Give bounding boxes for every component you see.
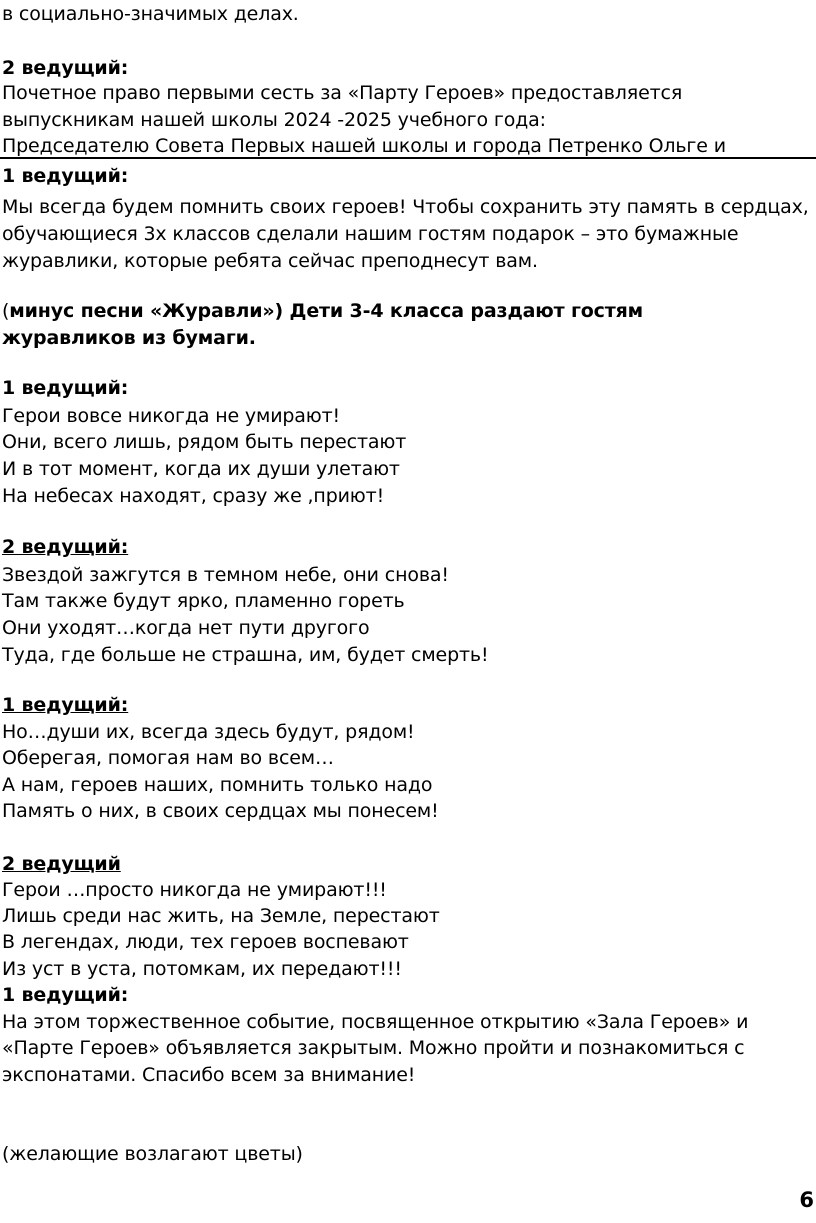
stage-direction-line — [2, 299, 643, 323]
poem-line: Они уходят…когда нет пути другого — [2, 617, 370, 639]
paragraph-line: Председателю Совета Первых нашей школы и города Петренко Ольге и — [2, 135, 726, 157]
poem-line: А нам, героев наших, помнить только надо — [2, 774, 433, 796]
paragraph-line: Почетное право первыми сесть за «Парту Героев» предоставляется — [2, 82, 683, 104]
poem-line: Они, всего лишь, рядом быть перестают — [2, 431, 407, 453]
speaker-label: 1 ведущий: — [2, 984, 129, 1006]
paragraph-line: На этом торжественное событие, посвященное открытию «Зала Героев» и — [2, 1011, 749, 1033]
speaker-label: 2 ведущий: — [2, 57, 129, 79]
poem-line: Но…души их, всегда здесь будут, рядом! — [2, 721, 415, 743]
poem-line: На небесах находят, сразу же ,приют! — [2, 485, 385, 507]
open-paren: ( — [2, 300, 10, 322]
speaker-label: 1 ведущий: — [2, 377, 129, 399]
poem-line: Герои вовсе никогда не умирают! — [2, 405, 341, 427]
paragraph-line: журавлики, которые ребята сейчас преподнесут вам. — [2, 250, 538, 272]
paragraph-line: «Парте Героев» объявляется закрытым. Можно пройти и познакомиться с — [2, 1037, 745, 1059]
speaker-label: 1 ведущий: — [2, 165, 129, 187]
poem-line: Звездой зажгутся в темном небе, они снова! — [2, 564, 449, 586]
poem-line: Из уст в уста, потомкам, их передают!!! — [2, 958, 402, 980]
intro-line: в социально-значимых делах. — [2, 3, 299, 25]
page-number: 6 — [799, 1188, 814, 1212]
speaker-label: 2 ведущий — [2, 853, 121, 875]
horizontal-divider — [0, 157, 816, 159]
poem-line: В легендах, люди, тех героев воспевают — [2, 931, 409, 953]
speaker-label: 2 ведущий: — [2, 536, 129, 558]
poem-line: Лишь среди нас жить, на Земле, перестают — [2, 905, 440, 927]
poem-line: Оберегая, помогая нам во всем… — [2, 747, 334, 769]
paragraph-line: выпускникам нашей школы 2024 -2025 учебного года: — [2, 109, 546, 131]
poem-line: И в тот момент, когда их души улетают — [2, 458, 400, 480]
paragraph-line: Мы всегда будем помнить своих героев! Чтобы сохранить эту память в сердцах, — [2, 196, 809, 218]
poem-line: Герои …просто никогда не умирают!!! — [2, 879, 387, 901]
poem-line: Там также будут ярко, пламенно гореть — [2, 590, 405, 612]
stage-direction-text: минус песни «Журавли») Дети 3-4 класса раздают гостям — [9, 300, 644, 322]
paragraph-line: экспонатами. Спасибо всем за внимание! — [2, 1064, 416, 1086]
stage-direction-line: журавликов из бумаги. — [2, 327, 256, 349]
closing-note: (желающие возлагают цветы) — [2, 1143, 303, 1165]
paragraph-line: обучающиеся 3х классов сделали нашим гостям подарок – это бумажные — [2, 223, 739, 245]
poem-line: Память о них, в своих сердцах мы понесем! — [2, 800, 439, 822]
speaker-label: 1 ведущий: — [2, 694, 129, 716]
poem-line: Туда, где больше не страшна, им, будет смерть! — [2, 644, 489, 666]
